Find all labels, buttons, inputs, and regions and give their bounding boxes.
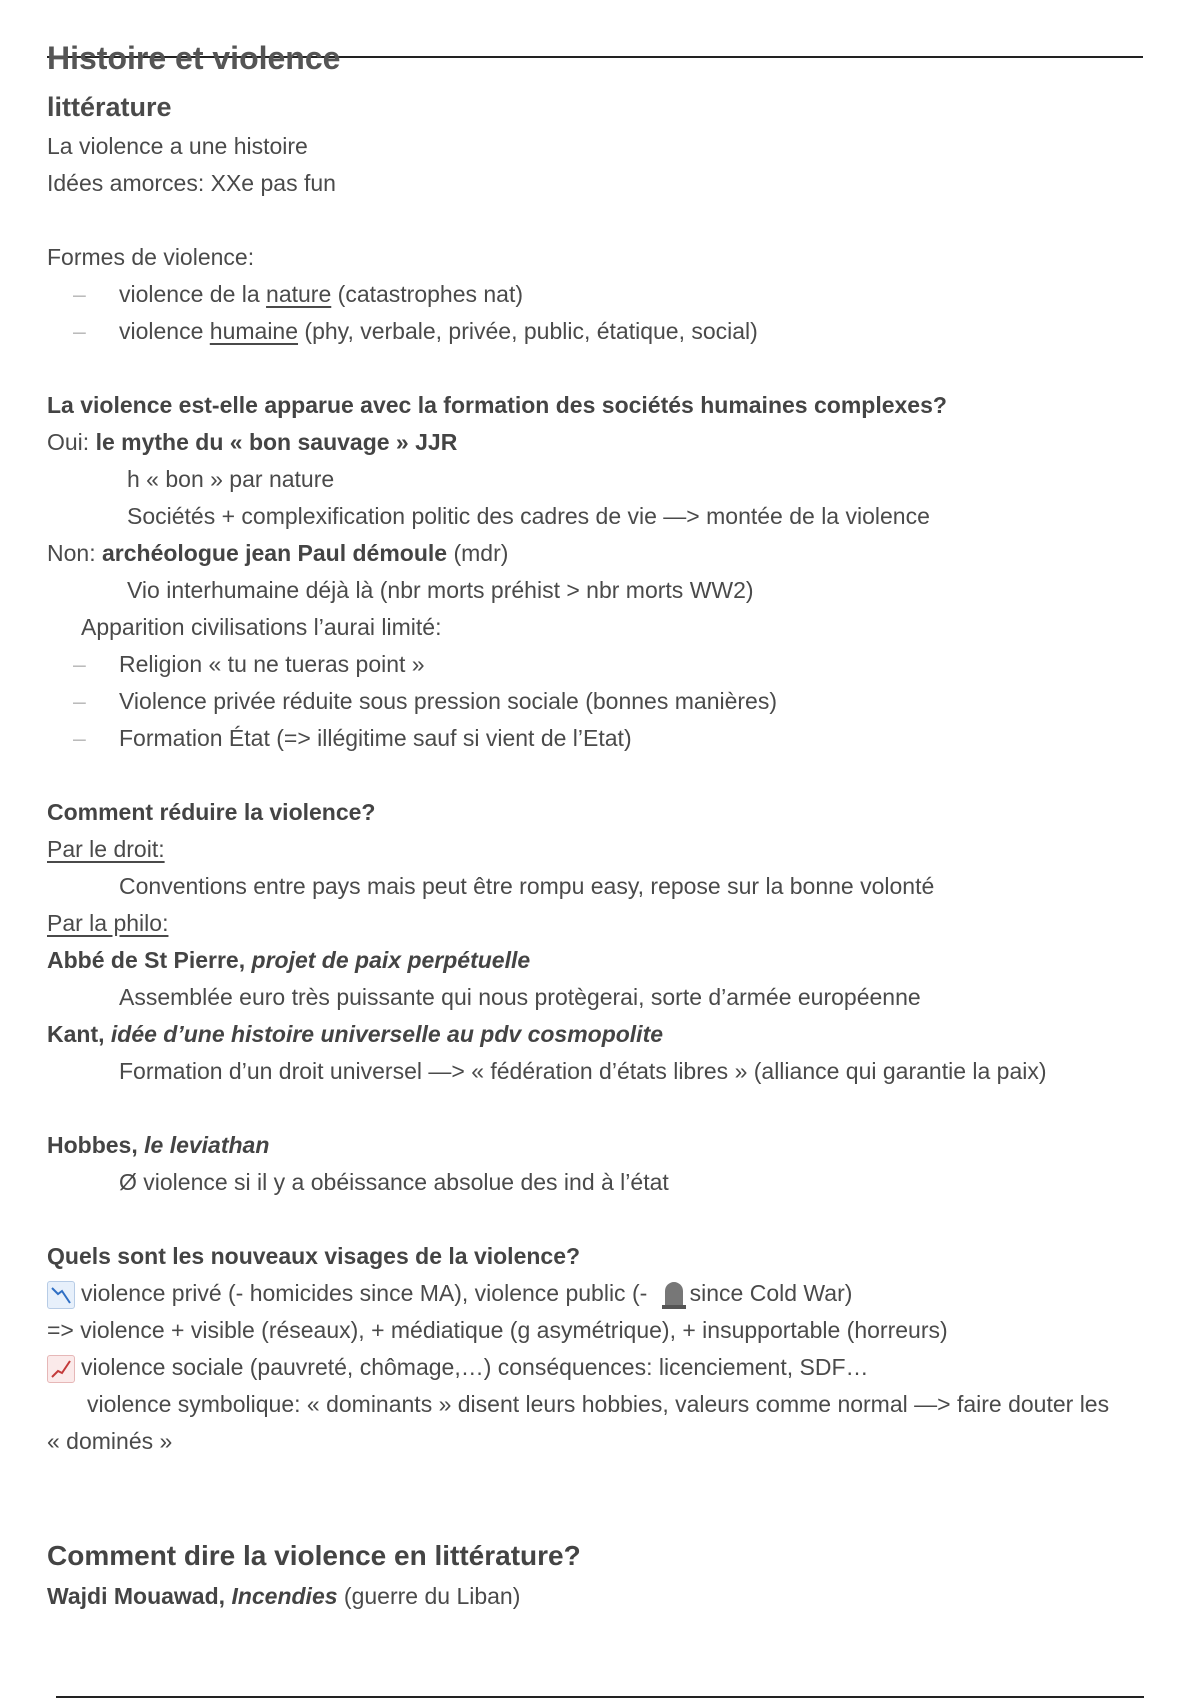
oui-point: h « bon » par nature [127, 466, 335, 492]
intro-line: Idées amorces: XXe pas fun [47, 170, 336, 196]
list-item: – Religion « tu ne tueras point » [73, 651, 425, 677]
headstone-icon [662, 1281, 686, 1309]
author-text: Assemblée euro très puissante qui nous protègerai, sorte d’armée européenne [119, 984, 921, 1010]
chart-increasing-icon [47, 1355, 75, 1383]
section-heading: Comment dire la violence en littérature? [47, 1540, 581, 1571]
author-line: Abbé de St Pierre, projet de paix perpétuelle [47, 947, 531, 973]
page-subtitle: littérature [47, 92, 172, 122]
visage-line: violence symbolique: « dominants » disent leurs hobbies, valeurs comme normal —> faire douter les « dominés » [47, 1391, 1110, 1454]
visage-line: violence sociale (pauvreté, chômage,…) conséquences: licenciement, SDF… [47, 1349, 1147, 1386]
author-text: Ø violence si il y a obéissance absolue des ind à l’état [119, 1169, 669, 1195]
bottom-rule [56, 1696, 1144, 1698]
list-item: – violence humaine (phy, verbale, privée, public, étatique, social) [73, 318, 758, 344]
list-item: – violence de la nature (catastrophes nat) [73, 281, 524, 307]
chart-decreasing-icon [47, 1281, 75, 1309]
author-line: Wajdi Mouawad, Incendies (guerre du Liban) [47, 1583, 521, 1609]
philo-label: Par la philo: [47, 910, 169, 936]
question-heading: La violence est-elle apparue avec la formation des sociétés humaines complexes? [47, 392, 947, 418]
droit-label: Par le droit: [47, 836, 165, 862]
non-point: Vio interhumaine déjà là (nbr morts préhist > nbr morts WW2) [127, 577, 754, 603]
list-item: – Violence privée réduite sous pression sociale (bonnes manières) [73, 688, 777, 714]
oui-point: Sociétés + complexification politic des cadres de vie —> montée de la violence [127, 503, 930, 529]
visage-line: violence privé (- homicides since MA), violence public (- since Cold War) [47, 1275, 1147, 1312]
intro-line: La violence a une histoire [47, 133, 308, 159]
apparition-line: Apparition civilisations l’aurai limité: [81, 614, 442, 640]
oui-line: Oui: le mythe du « bon sauvage » JJR [47, 429, 458, 455]
question-heading: Comment réduire la violence? [47, 799, 376, 825]
formes-label: Formes de violence: [47, 244, 255, 270]
question-heading: Quels sont les nouveaux visages de la violence? [47, 1243, 581, 1269]
non-line: Non: archéologue jean Paul démoule (mdr) [47, 540, 509, 566]
page-title: Histoire et violence [47, 40, 341, 76]
author-text: Formation d’un droit universel —> « fédération d’états libres » (alliance qui garantie la paix) [119, 1058, 1047, 1084]
droit-text: Conventions entre pays mais peut être rompu easy, repose sur la bonne volonté [119, 873, 935, 899]
author-line: Kant, idée d’une histoire universelle au pdv cosmopolite [47, 1021, 664, 1047]
author-line: Hobbes, le leviathan [47, 1132, 270, 1158]
visage-line: => violence + visible (réseaux), + médiatique (g asymétrique), + insupportable (horreurs) [47, 1317, 948, 1343]
list-item: – Formation État (=> illégitime sauf si vient de l’Etat) [73, 725, 632, 751]
note-page [47, 36, 1147, 1615]
